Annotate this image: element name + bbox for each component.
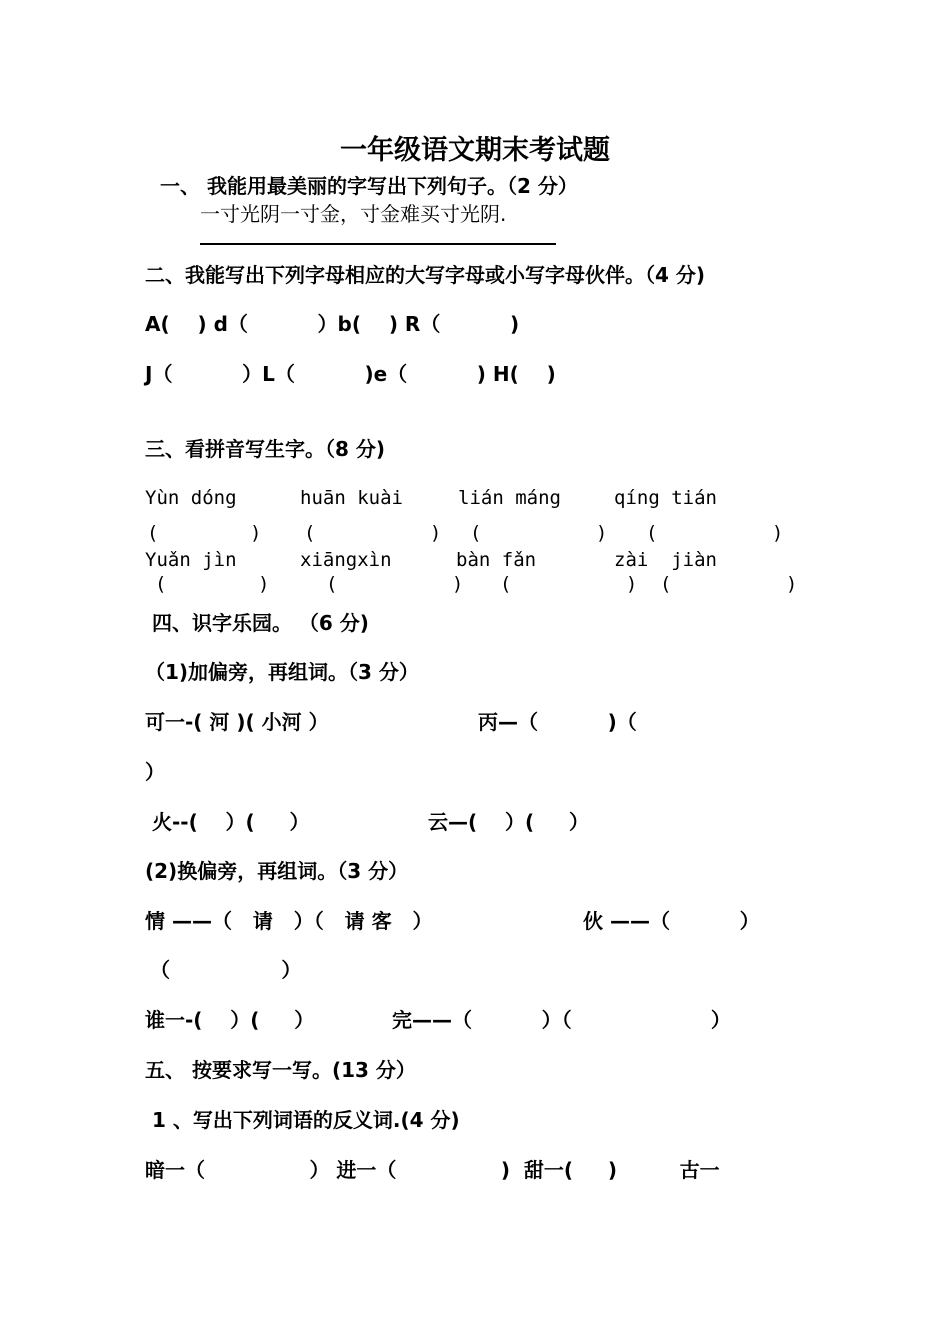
section-1-sentence: 一寸光阴一寸金，寸金难买寸光阴. <box>200 202 507 226</box>
page-title: 一年级语文期末考试题 <box>340 135 610 166</box>
part-1-heading: （1)加偏旁，再组词。（3 分） <box>145 660 419 684</box>
change-radical-row-2-left: 谁一-( ）( ） <box>145 1008 315 1032</box>
pinyin-item: qíng tián <box>614 487 717 509</box>
part-2-heading: (2)换偏旁，再组词。（3 分） <box>145 859 409 883</box>
answer-blank: ( ) <box>470 522 608 544</box>
section-3-heading: 三、看拼音写生字。（8 分) <box>145 437 386 461</box>
pinyin-item: Yùn dóng <box>145 487 237 509</box>
antonym-heading: 1 、写出下列词语的反义词.(4 分) <box>145 1108 460 1132</box>
pinyin-item: Yuǎn jìn <box>145 549 237 571</box>
answer-blank: ( ) <box>646 522 784 544</box>
answer-blank: ( ) <box>304 522 442 544</box>
radical-row-2-left: 火--( ）( ） <box>145 810 310 834</box>
pinyin-item: lián máng <box>458 487 561 509</box>
radical-row-1-continued: ） <box>145 760 165 784</box>
pinyin-item: xiāngxìn <box>300 549 392 571</box>
change-radical-row-1-left: 情 ——（ 请 ）（ 请 客 ） <box>145 909 433 933</box>
pinyin-item: bàn fǎn <box>456 549 537 571</box>
letter-row-1: A( ) d（ ）b( ) R（ ) <box>145 312 520 336</box>
change-radical-row-2-right: 完——（ ）（ ） <box>392 1008 731 1032</box>
pinyin-item: zài jiàn <box>614 549 717 571</box>
section-5-heading: 五、 按要求写一写。(13 分） <box>145 1058 416 1082</box>
section-4-heading: 四、识字乐园。 （6 分) <box>145 611 369 635</box>
answer-blank: ( ) <box>660 573 798 595</box>
change-radical-row-1-continued: （ ） <box>150 958 302 982</box>
section-1-heading: 一、 我能用最美丽的字写出下列句子。（2 分） <box>160 174 578 198</box>
pinyin-item: huān kuài <box>300 487 403 509</box>
radical-row-1-left: 可一-( 河 )( 小河 ） <box>145 710 329 734</box>
antonym-row: 暗一（ ） 进一（ ) 甜一( ) 古一 <box>145 1158 720 1182</box>
letter-row-2: J（ ）L（ )e（ ) H( ) <box>145 362 556 386</box>
answer-blank: ( ) <box>155 573 270 595</box>
writing-line <box>200 243 556 245</box>
section-2-heading: 二、我能写出下列字母相应的大写字母或小写字母伙伴。（4 分) <box>145 263 706 287</box>
radical-row-2-right: 云—( ）( ） <box>428 810 589 834</box>
answer-blank: ( ) <box>500 573 638 595</box>
answer-blank: ( ) <box>326 573 464 595</box>
change-radical-row-1-right: 伙 ——（ ） <box>583 909 760 933</box>
radical-row-1-right: 丙—（ )（ <box>478 710 637 734</box>
answer-blank: ( ) <box>147 522 262 544</box>
